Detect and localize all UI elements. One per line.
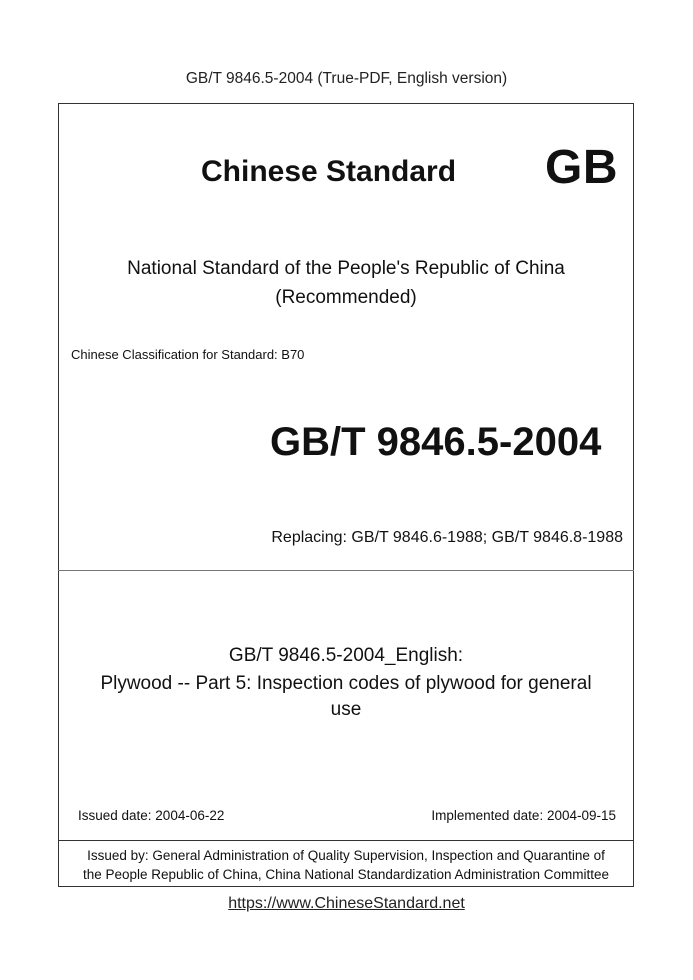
standard-number: GB/T 9846.5-2004 [270, 420, 602, 464]
recommended-label: (Recommended) [275, 287, 417, 308]
document-title-line-2: Plywood -- Part 5: Inspection codes of plywood for general [100, 673, 592, 694]
cover-frame [58, 103, 634, 887]
issuer-line-2: the People Republic of China, China National Standardization Administration Committee [82, 867, 610, 882]
implemented-date: Implemented date: 2004-09-15 [431, 808, 616, 823]
national-standard-line: National Standard of the People's Republic of China [127, 258, 565, 279]
document-header-title: GB/T 9846.5-2004 (True-PDF, English version) [185, 70, 508, 87]
issued-date: Issued date: 2004-06-22 [78, 808, 225, 823]
cover-divider [58, 570, 634, 571]
issuer-line-1: Issued by: General Administration of Quality Supervision, Inspection and Quarantine of [87, 848, 605, 863]
chinese-standard-heading: Chinese Standard [201, 155, 457, 188]
replacing-text: Replacing: GB/T 9846.6-1988; GB/T 9846.8-1988 [271, 529, 623, 546]
website-link[interactable]: https://www.ChineseStandard.net [228, 895, 465, 912]
document-title-line-1: GB/T 9846.5-2004_English: [228, 645, 464, 666]
gb-logo: GB [545, 141, 618, 194]
document-title-line-3: use [330, 699, 362, 720]
classification-text: Chinese Classification for Standard: B70 [71, 347, 305, 362]
